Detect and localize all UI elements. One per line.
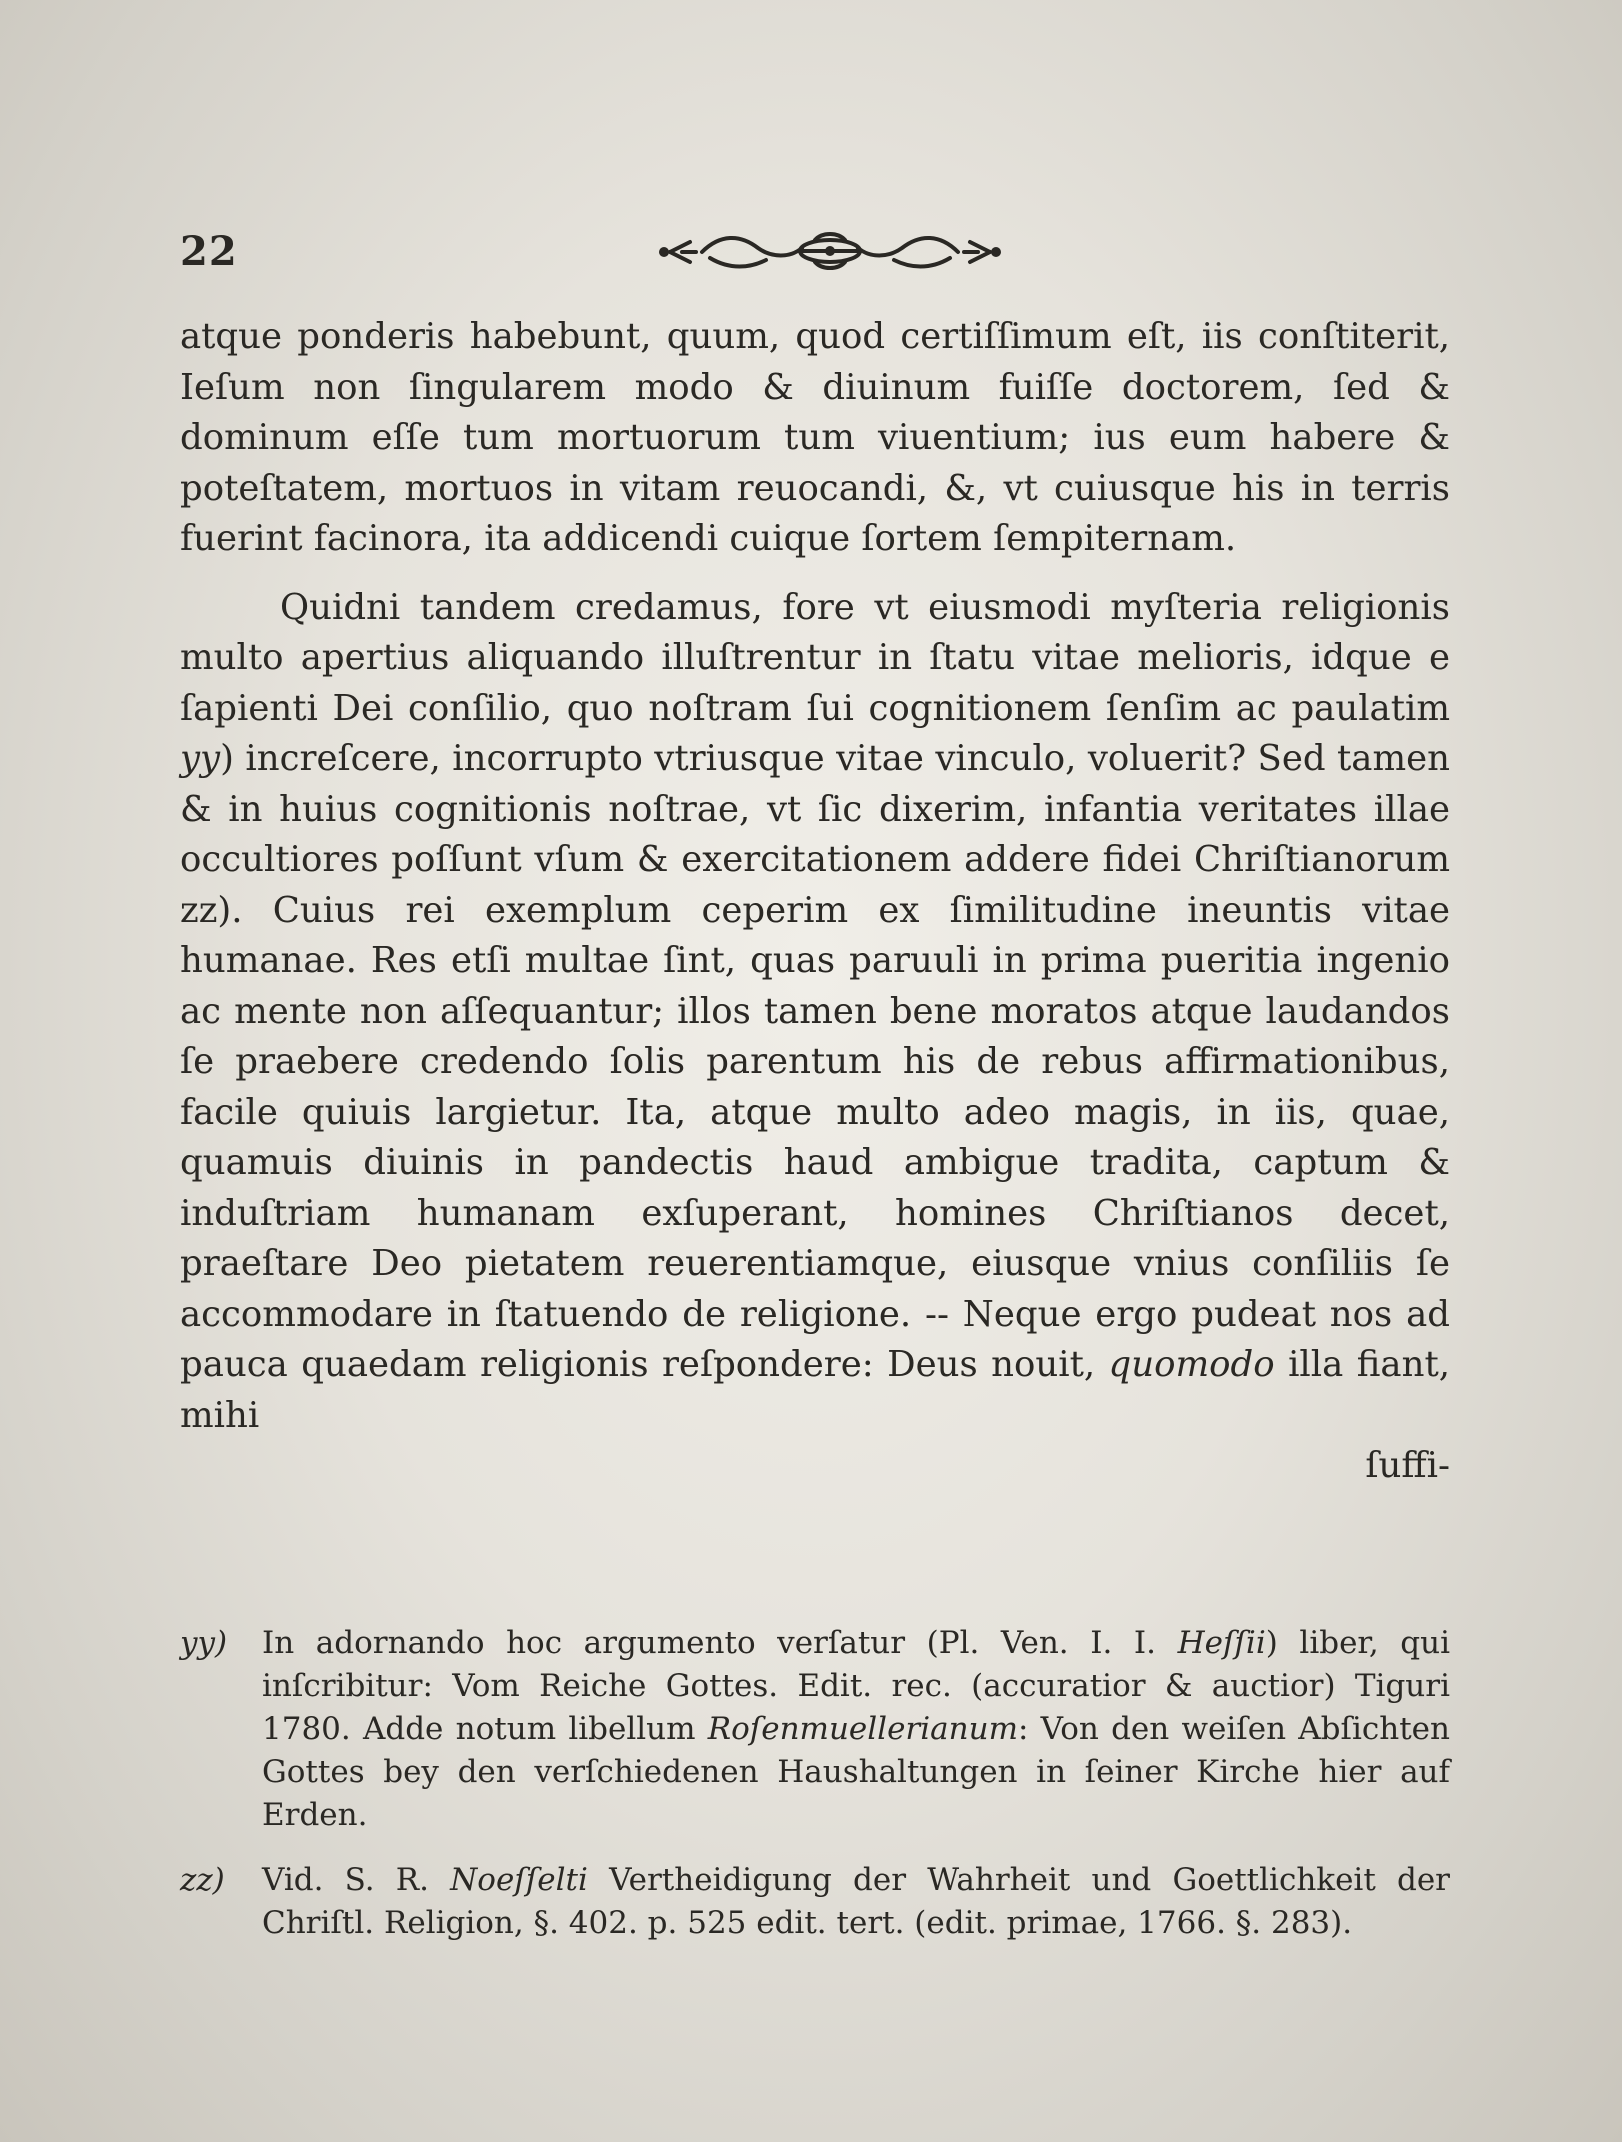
paragraph-text: atque ponderis habebunt, quum, quod certiſſimum eſt, iis conſtiterit, Ieſum non ſingularem modo & diuinum fuiſſe doctorem, ſed & dominum eſſe tum mortuorum tum viuentium; ius eum habere & poteſtatem, mortuos in vitam reuocandi, &, vt cuiusque his in terris fuerint facinora, ita addicendi cuique ſortem ſempiternam. <box>180 316 1450 559</box>
footnote-text-part: In adornando hoc argumento verſatur (Pl. Ven. I. I. <box>262 1625 1178 1661</box>
main-text <box>180 312 1450 1492</box>
italic-name: Roſenmuellerianum <box>707 1711 1018 1747</box>
footnote-ref-yy[interactable]: yy <box>180 738 221 779</box>
footnote-mark: zz) <box>180 1862 225 1898</box>
italic-name: Noeſſelti <box>450 1862 588 1898</box>
page-header <box>180 222 1450 282</box>
ornament-icon <box>650 222 1010 282</box>
paragraph-text: illa fiant, mihi <box>180 1344 1450 1436</box>
italic-word: quomodo <box>1108 1344 1275 1385</box>
footnote-text <box>262 1622 1450 1837</box>
footnote-yy <box>180 1622 1450 1837</box>
italic-name: Heſſii <box>1177 1625 1266 1661</box>
footnote-text-part: Vertheidigung der Wahrheit und Goettlichkeit der Chriſtl. Religion, §. 402. p. 525 edit. tert. (edit. primae, 1766. §. 283). <box>262 1862 1450 1941</box>
paragraph-text: Quidni tandem credamus, fore vt eiusmodi myſteria religionis multo apertius aliquando illuſtrentur in ſtatu vitae melioris, idque e ſapienti Dei conſilio, quo noſtram ſui cognitionem ſenſim ac paulatim <box>180 586 1450 729</box>
footnote-mark: yy) <box>180 1625 228 1661</box>
catchword: ſuffi- <box>1365 1445 1450 1486</box>
footnotes <box>180 1622 1450 1967</box>
footnote-zz <box>180 1859 1450 1945</box>
footnote-text <box>262 1859 1450 1945</box>
footnote-text-part: : Von den weiſen Abſichten Gottes bey den verſchiedenen Haushaltungen in ſeiner Kirche hier auf Erden. <box>262 1711 1450 1833</box>
page-number: 22 <box>180 228 238 275</box>
paragraph-quidni <box>180 583 1450 1492</box>
footnote-text-part: Vid. S. R. <box>262 1862 451 1898</box>
footnote-text-part: ) liber, qui inſcribitur: Vom Reiche Gottes. Edit. rec. (accuratior & auctior) Tiguri 1780. Adde notum libellum <box>262 1625 1450 1747</box>
paragraph-continued <box>180 312 1450 565</box>
paragraph-text: ) increſcere, incorrupto vtriusque vitae vinculo, voluerit? Sed tamen & in huius cognitionis noſtrae, vt ſic dixerim, infantia veritates illae occultiores poſſunt vſum & exercitationem addere fidei Chriſtianorum zz). Cuius rei exemplum ceperim ex ſimilitudine ineuntis vitae humanae. Res etſi multae ſint, quas paruuli in prima pueritia ingenio ac mente non aſſequantur; illos tamen bene moratos atque laudandos ſe praebere credendo ſolis parentum his de rebus affirmationibus, facile quiuis largietur. Ita, atque multo adeo magis, in iis, quae, quamuis diuinis in pandectis haud ambigue tradita, captum & induſtriam humanam exſuperant, homines Chriſtianos decet, praeſtare Deo pietatem reuerentiamque, eiusque vnius conſiliis ſe accommodare in ſtatuendo de religione. -- Neque ergo pudeat nos ad pauca quaedam religionis reſpondere: Deus nouit, <box>180 738 1450 1385</box>
